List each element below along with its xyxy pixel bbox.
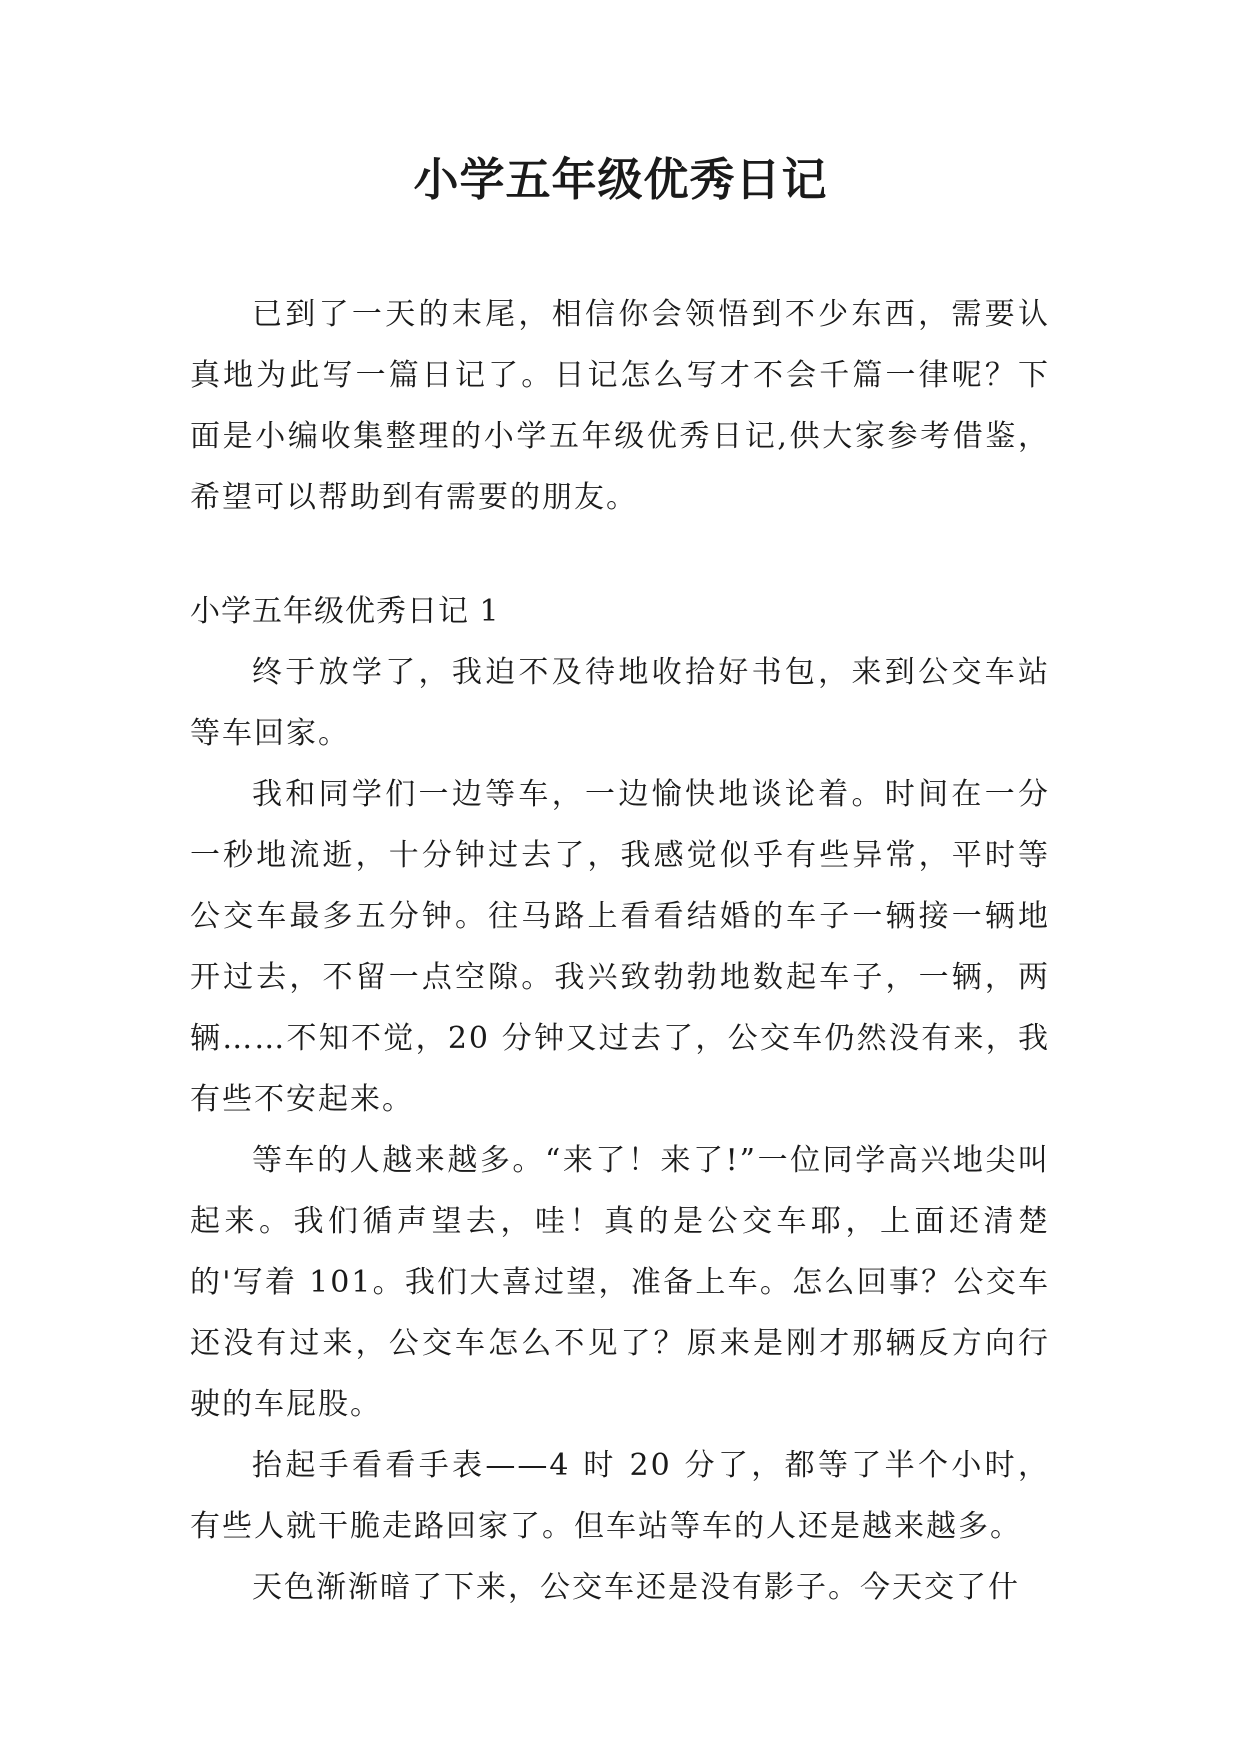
- body-paragraph: 我和同学们一边等车，一边愉快地谈论着。时间在一分一秒地流逝，十分钟过去了，我感觉似乎有些异常，平时等公交车最多五分钟。往马路上看看结婚的车子一辆接一辆地开过去，不留一点空隙。我兴致勃勃地数起车子，一辆，两辆……不知不觉，20 分钟又过去了，公交车仍然没有来，我有些不安起来。: [190, 777, 1050, 1117]
- body-paragraph: 等车的人越来越多。“来了！来了!”一位同学高兴地尖叫起来。我们循声望去，哇！真的是公交车耶，上面还清楚的'写着 101。我们大喜过望，准备上车。怎么回事？公交车还没有过来，公交车怎么不见了？原来是刚才那辆反方向行驶的车屁股。: [190, 1143, 1050, 1422]
- intro-paragraph: 已到了一天的末尾，相信你会领悟到不少东西，需要认真地为此写一篇日记了。日记怎么写才不会千篇一律呢？下面是小编收集整理的小学五年级优秀日记,供大家参考借鉴，希望可以帮助到有需要的朋友。: [190, 297, 1050, 515]
- section-heading: 小学五年级优秀日记 1: [190, 594, 500, 629]
- body-paragraph: 天色渐渐暗了下来，公交车还是没有影子。今天交了什: [252, 1570, 1020, 1605]
- document-title: 小学五年级优秀日记: [413, 153, 828, 206]
- body-paragraph: 终于放学了，我迫不及待地收拾好书包，来到公交车站等车回家。: [190, 655, 1050, 751]
- document-body: [190, 284, 1050, 1618]
- body-paragraph: 抬起手看看手表——4 时 20 分了，都等了半个小时，有些人就干脆走路回家了。但车站等车的人还是越来越多。: [190, 1448, 1050, 1544]
